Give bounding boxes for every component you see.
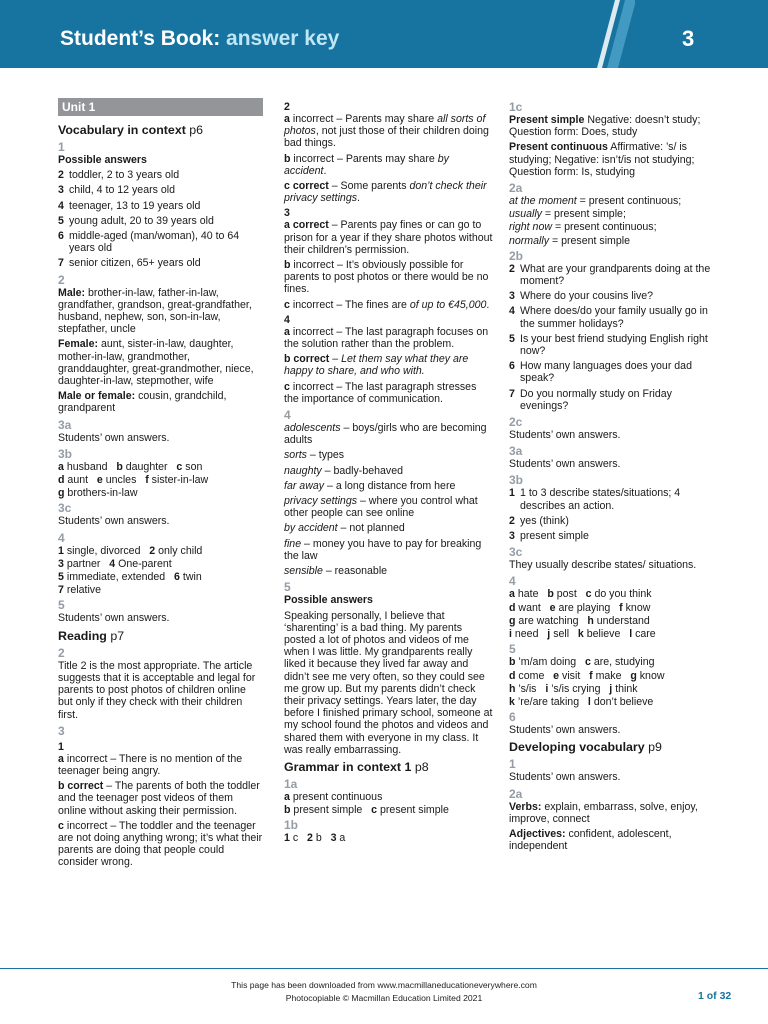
answer-line: d want e are playing f know: [509, 601, 651, 614]
item-text: How many languages does your dad speak?: [520, 360, 692, 385]
subheading: Possible answers: [284, 594, 373, 607]
answer-line: a hate b post c do you think: [509, 588, 652, 601]
answer-text: Students’ own answers.: [58, 612, 170, 625]
answer-line: i need j sell k believe l care: [509, 628, 656, 641]
section-heading: [509, 740, 714, 755]
item-number: 6: [509, 360, 515, 373]
item-number: 1: [509, 487, 515, 500]
item-text: 1 to 3 describe states/situations; 4 describes an action.: [520, 487, 681, 512]
item-number: 7: [509, 387, 515, 400]
footer-download-note: This page has been downloaded from www.macmillaneducationeverywhere.com: [231, 980, 537, 990]
answer-line: 1 single, divorced 2 only child: [58, 544, 203, 557]
answer-line: b ’m/am doing c are, studying: [509, 656, 655, 669]
answer-line: d aunt e uncles f sister-in-law: [58, 474, 209, 487]
exercise-number: 2b: [509, 248, 524, 263]
subexercise-number: 2: [284, 101, 290, 113]
answer-item: [509, 530, 714, 542]
answer-text: Students’ own answers.: [509, 771, 621, 784]
exercise-number: 2a: [509, 786, 523, 801]
item-number: 4: [58, 199, 64, 212]
exercise-number: 2: [58, 272, 65, 287]
answer-body: aunt, sister-in-law, daughter, mother-in-law, grandmother, granddaughter, great-grandmother, niece, daughter-in-law, stepmother, wife: [58, 338, 254, 388]
column-2: [284, 98, 494, 846]
answer-text: sensible – reasonable: [284, 565, 388, 578]
answer-line: h ’s/is i ’s/is crying j think: [509, 682, 638, 695]
answer-text: [509, 141, 714, 178]
answer-label: Female:: [58, 338, 99, 351]
section-page: p6: [185, 123, 204, 137]
answer-line: a husband b daughter c son: [58, 460, 203, 473]
column-1: [58, 98, 263, 872]
answer-line: k ’re/are taking l don’t believe: [509, 695, 654, 708]
answer-label: Male:: [58, 286, 86, 299]
header-stripe-decoration: [575, 0, 635, 68]
answer-label: Male or female:: [58, 390, 136, 403]
answer-body: Affirmative: ’s/ is studying; Negative: isn’t/is not studying; Question form: Is, studying: [509, 141, 695, 178]
answer-text: Students’ own answers.: [58, 431, 170, 444]
answer-text: c incorrect – The fines are of up to €45,000.: [284, 298, 490, 311]
answer-label: Present continuous: [509, 141, 608, 154]
answer-item: [509, 305, 714, 329]
answer-item: [509, 333, 714, 357]
answer-line: g brothers-in-law: [58, 487, 138, 500]
exercise-number: 3c: [509, 545, 523, 560]
answer-line: normally = present simple: [509, 234, 631, 247]
section-heading: [58, 629, 263, 644]
answer-item: [58, 169, 263, 181]
subexercise-number: 1: [58, 740, 64, 753]
item-number: 5: [58, 214, 64, 227]
item-number: 2: [509, 514, 515, 527]
answer-text: adolescents – boys/girls who are becoming adults: [284, 422, 487, 447]
exercise-number: 3: [58, 723, 65, 738]
exercise-number: 2: [58, 645, 65, 660]
answer-text: [509, 114, 714, 138]
exercise-number: 1: [58, 140, 65, 154]
item-text: young adult, 20 to 39 years old: [69, 214, 214, 227]
page-title: [60, 27, 339, 51]
answer-line: 1 c 2 b 3 a: [284, 832, 346, 845]
item-number: 5: [509, 332, 515, 345]
footer-copyright: Photocopiable © Macmillan Education Limited 2021: [285, 993, 483, 1003]
answer-text: Students’ own answers.: [509, 429, 621, 442]
answer-text: far away – a long distance from here: [284, 479, 456, 492]
unit-heading: Unit 1: [58, 98, 263, 116]
answer-label: Present simple: [509, 114, 585, 126]
answer-body: confident, adolescent, independent: [509, 827, 672, 853]
answer-line: a present continuous: [284, 790, 383, 803]
answer-body: brother-in-law, father-in-law, grandfather, grandson, great-grandfather, husband, nephew, son, son-in-law, stepfather, uncle: [58, 286, 252, 336]
title-sub: answer key: [220, 27, 340, 50]
unit-number: 3: [682, 26, 695, 51]
answer-text: a incorrect – Parents may share all sorts of photos, not just those of their children doing bad things.: [284, 113, 489, 150]
answer-item: [58, 257, 263, 269]
answer-item: [58, 200, 263, 212]
item-text: yes (think): [520, 514, 569, 527]
answer-line: g are watching h understand: [509, 614, 650, 627]
page-header: [0, 0, 768, 68]
answer-item: [58, 184, 263, 196]
answer-line: 3 partner 4 One-parent: [58, 557, 172, 570]
answer-text: [58, 390, 263, 414]
footer-divider: [0, 968, 768, 969]
item-text: teenager, 13 to 19 years old: [69, 199, 201, 212]
item-number: 3: [509, 290, 515, 303]
exercise-number: 5: [284, 580, 291, 595]
answer-item: [509, 263, 714, 287]
exercise-number: 3b: [58, 446, 73, 461]
exercise-number: 2c: [509, 415, 523, 430]
answer-text: b incorrect – It’s obviously possible for parents to post photos or there would be no fines.: [284, 259, 489, 296]
answer-text: a correct – Parents pay fines or can go to prison for a year if they share photos without their children’s permission.: [284, 219, 493, 256]
section-heading: [58, 123, 263, 138]
answer-text: sorts – types: [284, 449, 345, 462]
section-heading: [284, 760, 494, 775]
answer-item: [509, 515, 714, 527]
item-number: 3: [509, 530, 515, 543]
subheading: Possible answers: [58, 154, 147, 166]
exercise-number: 6: [509, 710, 516, 725]
exercise-number: 2a: [509, 181, 523, 196]
exercise-number: 5: [58, 598, 65, 613]
item-number: 3: [58, 184, 64, 197]
item-text: What are your grandparents doing at the moment?: [520, 262, 711, 288]
item-number: 4: [509, 305, 515, 318]
answer-text: naughty – badly-behaved: [284, 464, 403, 477]
item-text: child, 4 to 12 years old: [69, 184, 175, 197]
answer-line: 7 relative: [58, 584, 101, 597]
item-number: 6: [58, 230, 64, 243]
item-text: Where does/do your family usually go in the summer holidays?: [520, 305, 708, 330]
section-title: Vocabulary in context: [58, 123, 186, 137]
section-page: p9: [644, 740, 662, 755]
exercise-number: 1a: [284, 776, 298, 791]
answer-body: Negative: doesn’t study; Question form: Does, study: [509, 114, 701, 139]
exercise-number: 3a: [58, 417, 72, 432]
answer-item: [509, 290, 714, 302]
section-title: Developing vocabulary: [509, 740, 645, 755]
item-text: senior citizen, 65+ years old: [69, 257, 201, 270]
answer-text: c correct – Some parents don’t check their privacy settings.: [284, 180, 487, 205]
answer-label: Verbs:: [509, 800, 542, 813]
answer-text: [509, 801, 714, 825]
item-number: 7: [58, 257, 64, 270]
answer-text: Speaking personally, I believe that ‘sharenting’ is a bad thing. My parents posted a lot of photos and videos of me when I was little. My grandparents really liked it because they lived far away and didn’t see me very often, so they could see me grow up. But my parents didn’t check their privacy settings. Years later, the day before I finished primary school, someone at my school found the photos and videos and shared them with everyone in my class. It was really embarrassing.: [284, 609, 493, 756]
answer-text: c incorrect – The last paragraph stresses the importance of communication.: [284, 380, 477, 405]
answer-text: Students’ own answers.: [509, 458, 621, 471]
answer-label: Adjectives:: [509, 827, 566, 840]
answer-text: by accident – not planned: [284, 522, 405, 535]
exercise-number: 4: [58, 530, 65, 545]
answer-item: [58, 230, 263, 254]
answer-line: right now = present continuous;: [509, 221, 657, 234]
answer-text: a incorrect – There is no mention of the teenager being angry.: [58, 752, 243, 777]
item-text: Is your best friend studying English right now?: [520, 332, 708, 358]
exercise-number: 3a: [509, 444, 523, 459]
answer-line: usually = present simple;: [509, 208, 626, 221]
answer-text: fine – money you have to pay for breaking the law: [284, 537, 482, 562]
answer-text: Students’ own answers.: [509, 724, 621, 737]
answer-text: privacy settings – where you control what other people can see online: [284, 495, 478, 520]
answer-line: d come e visit f make g know: [509, 669, 665, 682]
section-page: p8: [411, 759, 429, 774]
page-number: 1 of 32: [698, 990, 732, 1002]
answer-text: [509, 828, 714, 852]
answer-line: at the moment = present continuous;: [509, 195, 682, 208]
exercise-number: 1: [509, 757, 516, 772]
answer-item: [509, 487, 714, 511]
answer-body: cousin, grandchild, grandparent: [58, 390, 227, 415]
answer-text: a incorrect – The last paragraph focuses on the solution rather than the problem.: [284, 325, 489, 351]
item-text: Where do your cousins live?: [520, 290, 654, 303]
answer-text: c incorrect – The toddler and the teenager are not doing anything wrong; it’s what their parents are doing that people could consider wrong.: [58, 819, 263, 869]
item-text: present simple: [520, 530, 589, 543]
subexercise-number: 3: [284, 207, 290, 220]
title-main: Student’s Book:: [60, 27, 221, 50]
answer-text: b correct – The parents of both the toddler and the teenager post videos of them online without asking their permission.: [58, 780, 260, 817]
item-text: toddler, 2 to 3 years old: [69, 169, 180, 182]
item-text: middle-aged (man/woman), 40 to 64 years old: [69, 230, 240, 255]
answer-text: b correct – Let them say what they are happy to share, and who with.: [284, 353, 469, 378]
answer-text: b incorrect – Parents may share by accident.: [284, 152, 449, 177]
exercise-number: 1b: [284, 818, 299, 833]
item-text: Do you normally study on Friday evenings?: [520, 387, 672, 412]
section-page: p7: [106, 628, 125, 643]
answer-text: Title 2 is the most appropriate. The article suggests that it is acceptable and legal for parents to post photos of children online but only if they check with their children first.: [58, 659, 256, 721]
section-title: Grammar in context 1: [284, 759, 412, 774]
column-3: [509, 98, 714, 855]
answer-text: They usually describe states/ situations.: [509, 559, 697, 572]
exercise-number: 3c: [58, 501, 72, 516]
answer-text: [58, 338, 263, 387]
answer-text: Students’ own answers.: [58, 515, 170, 528]
answer-item: [509, 388, 714, 412]
exercise-number: 4: [509, 574, 516, 589]
answer-item: [58, 215, 263, 227]
exercise-number: 5: [509, 642, 516, 657]
answer-item: [509, 360, 714, 384]
section-title: Reading: [58, 628, 107, 643]
exercise-number: 3b: [509, 473, 524, 488]
item-number: 2: [58, 169, 64, 182]
subexercise-number: 4: [284, 313, 290, 326]
item-number: 2: [509, 262, 515, 275]
exercise-number: 1c: [509, 100, 523, 114]
exercise-number: 4: [284, 408, 291, 423]
answer-body: explain, embarrass, solve, enjoy, improve, connect: [509, 800, 698, 825]
answer-text: [58, 287, 263, 336]
answer-line: b present simple c present simple: [284, 804, 449, 817]
answer-line: 5 immediate, extended 6 twin: [58, 571, 202, 584]
